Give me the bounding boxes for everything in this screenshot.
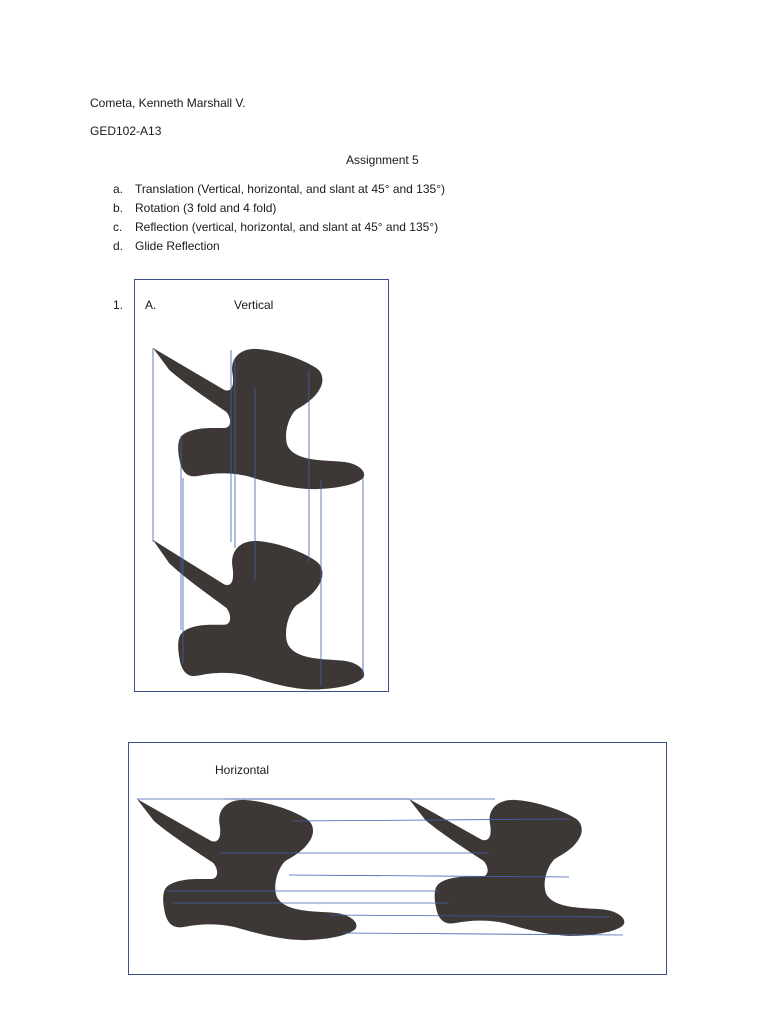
list-item [113, 182, 445, 196]
list-marker: c. [113, 220, 123, 234]
student-name: Cometa, Kenneth Marshall V. [90, 96, 246, 110]
part-label: A. [145, 298, 157, 312]
list-marker: d. [113, 239, 124, 253]
list-text: Reflection (vertical, horizontal, and slant at 45° and 135°) [135, 220, 439, 234]
original-shape [137, 799, 356, 940]
list-item [113, 239, 220, 253]
original-shape [153, 348, 364, 489]
horizontal-label: Horizontal [215, 763, 270, 777]
item-number: 1. [113, 298, 124, 312]
vertical-translation-figure [134, 279, 389, 692]
vertical-label: Vertical [234, 298, 274, 312]
vertical-translation-drawing [135, 280, 388, 691]
course-code: GED102-A13 [90, 124, 162, 138]
translated-shape [153, 540, 364, 690]
list-marker: b. [113, 201, 124, 215]
list-item [113, 201, 276, 215]
list-text: Translation (Vertical, horizontal, and slant at 45° and 135°) [135, 182, 445, 196]
list-item [113, 220, 438, 234]
list-marker: a. [113, 182, 124, 196]
assignment-title: Assignment 5 [346, 153, 419, 167]
horizontal-translation-drawing [129, 743, 666, 974]
list-text: Glide Reflection [135, 239, 220, 253]
list-text: Rotation (3 fold and 4 fold) [135, 201, 277, 215]
horizontal-translation-figure [128, 742, 667, 975]
